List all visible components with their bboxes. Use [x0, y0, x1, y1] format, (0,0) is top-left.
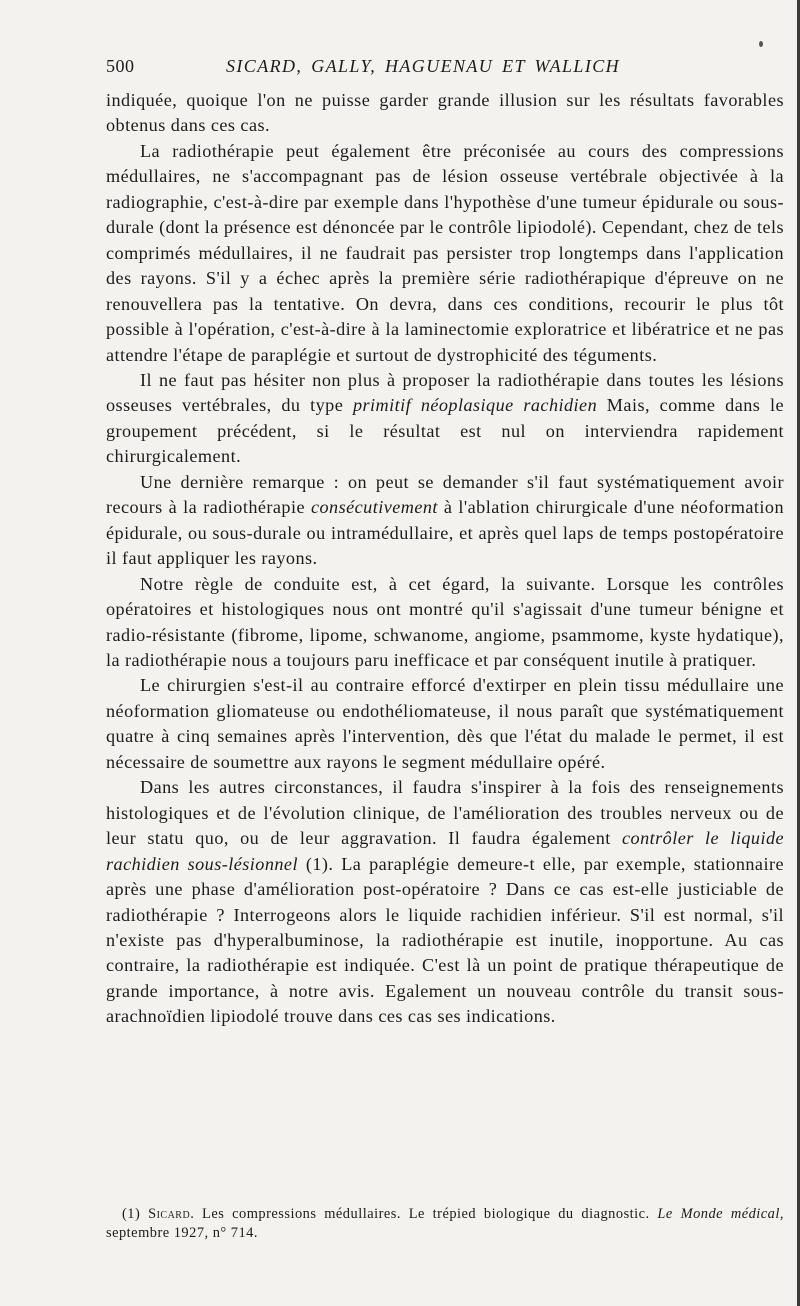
text-run: Une dernière remarque : on peut se demander s'il faut systématiquement avoir recours à la radiothérapie — [106, 471, 784, 518]
running-head: SICARD, GALLY, HAGUENAU ET WALLICH — [226, 56, 621, 76]
footnote-text: (1) — [122, 1206, 149, 1222]
footnote-text: , septembre 1927, n° 714. — [106, 1206, 784, 1241]
paragraph — [106, 139, 784, 368]
footnote-text: . Les compressions médullaires. Le trépied biologique du diagnostic. — [190, 1206, 658, 1222]
text-run: Dans les autres circonstances, il faudra s'inspirer à la fois des renseignements histologiques et de l'évolution clinique, de l'amélioration des troubles nerveux ou de leur statu quo, ou de leur aggravation. Il faudra également — [106, 777, 784, 849]
ink-speck — [759, 41, 763, 47]
paragraph — [106, 775, 784, 1030]
paragraph — [106, 88, 784, 139]
paragraph — [106, 470, 784, 572]
text-run: à l'ablation chirurgicale d'une néoformation épidurale, ou sous-durale ou intramédullaire, et après quel laps de temps postopératoire il faut appliquer les rayons. — [106, 497, 784, 569]
text-run: Le chirurgien s'est-il au contraire efforcé d'extirper en plein tissu médullaire une néoformation gliomateuse ou endothéliomateuse, il nous paraît que systématiquement quatre à cinq semaines après l'intervention, dès que l'état du malade le permet, il est nécessaire de soumettre aux rayons le segment médullaire opéré. — [106, 675, 784, 772]
footnote-author: Sicard — [148, 1206, 191, 1222]
paragraph — [106, 572, 784, 674]
page-header — [106, 56, 796, 82]
italic-text: contrôler le liquide rachidien sous-lésionnel — [106, 828, 785, 874]
text-run: Notre règle de conduite est, à cet égard, la suivante. Lorsque les contrôles opératoires et histologiques nous ont montré qu'il s'agissait d'une tumeur bénigne et radio-résistante (fibrome, lipome, schwanome, angiome, psammome, kyste hydatique), la radiothérapie nous a toujours paru inefficace et par conséquent inutile à pratiquer. — [106, 573, 784, 670]
footnotes — [106, 1205, 784, 1243]
paragraph — [106, 368, 784, 470]
text-run: indiquée, quoique l'on ne puisse garder grande illusion sur les résultats favorables obtenus dans ces cas. — [106, 90, 784, 136]
footnote-journal: Le Monde médical — [657, 1206, 780, 1222]
text-run: La radiothérapie peut également être préconisée au cours des compressions médullaires, ne s'accompagnant pas de lésion osseuse vertébrale objectivée à la radiographie, c'est-à-dire par exemple dans l'hypothèse d'une tumeur épidurale ou sous-durale (dont la présence est dénoncée par le contrôle lipiodolé). Cependant, chez de tels comprimés médullaires, il ne faudrait pas persister trop longtemps dans l'application des rayons. S'il y a échec après la première série radiothérapique d'épreuve on ne renouvellera pas la tentative. On devra, dans ces conditions, recourir le plus tôt possible à l'opération, c'est-à-dire à la laminectomie exploratrice et libératrice et ne pas attendre l'étape de paraplégie et surtout de dystrophicité des téguments. — [106, 140, 784, 365]
text-run: (1). La paraplégie demeure-t elle, par exemple, stationnaire après une phase d'amélioration post-opératoire ? Dans ce cas est-elle justiciable de radiothérapie ? Interrogeons alors le liquide rachidien inférieur. S'il est normal, s'il n'existe pas d'hyperalbuminose, la radiothérapie est inutile, inopportune. Au cas contraire, la radiothérapie est indiquée. C'est là un point de pratique thérapeutique de grande importance, à notre avis. Egalement un nouveau contrôle du transit sous-arachnoïdien lipiodolé trouve dans ces cas ses indications. — [106, 853, 784, 1027]
body-text — [106, 88, 784, 1030]
paragraph — [106, 673, 784, 775]
text-run: Il ne faut pas hésiter non plus à proposer la radiothérapie dans toutes les lésions osseuses vertébrales, du type — [106, 369, 784, 416]
footnote — [106, 1205, 784, 1243]
italic-text: consécutivement — [310, 497, 438, 518]
italic-text: primitif néoplasique rachidien — [352, 395, 598, 416]
page-number: 500 — [106, 56, 135, 76]
text-run: Mais, comme dans le groupement précédent, si le résultat est nul on interviendra rapidement chirurgicalement. — [106, 395, 785, 467]
